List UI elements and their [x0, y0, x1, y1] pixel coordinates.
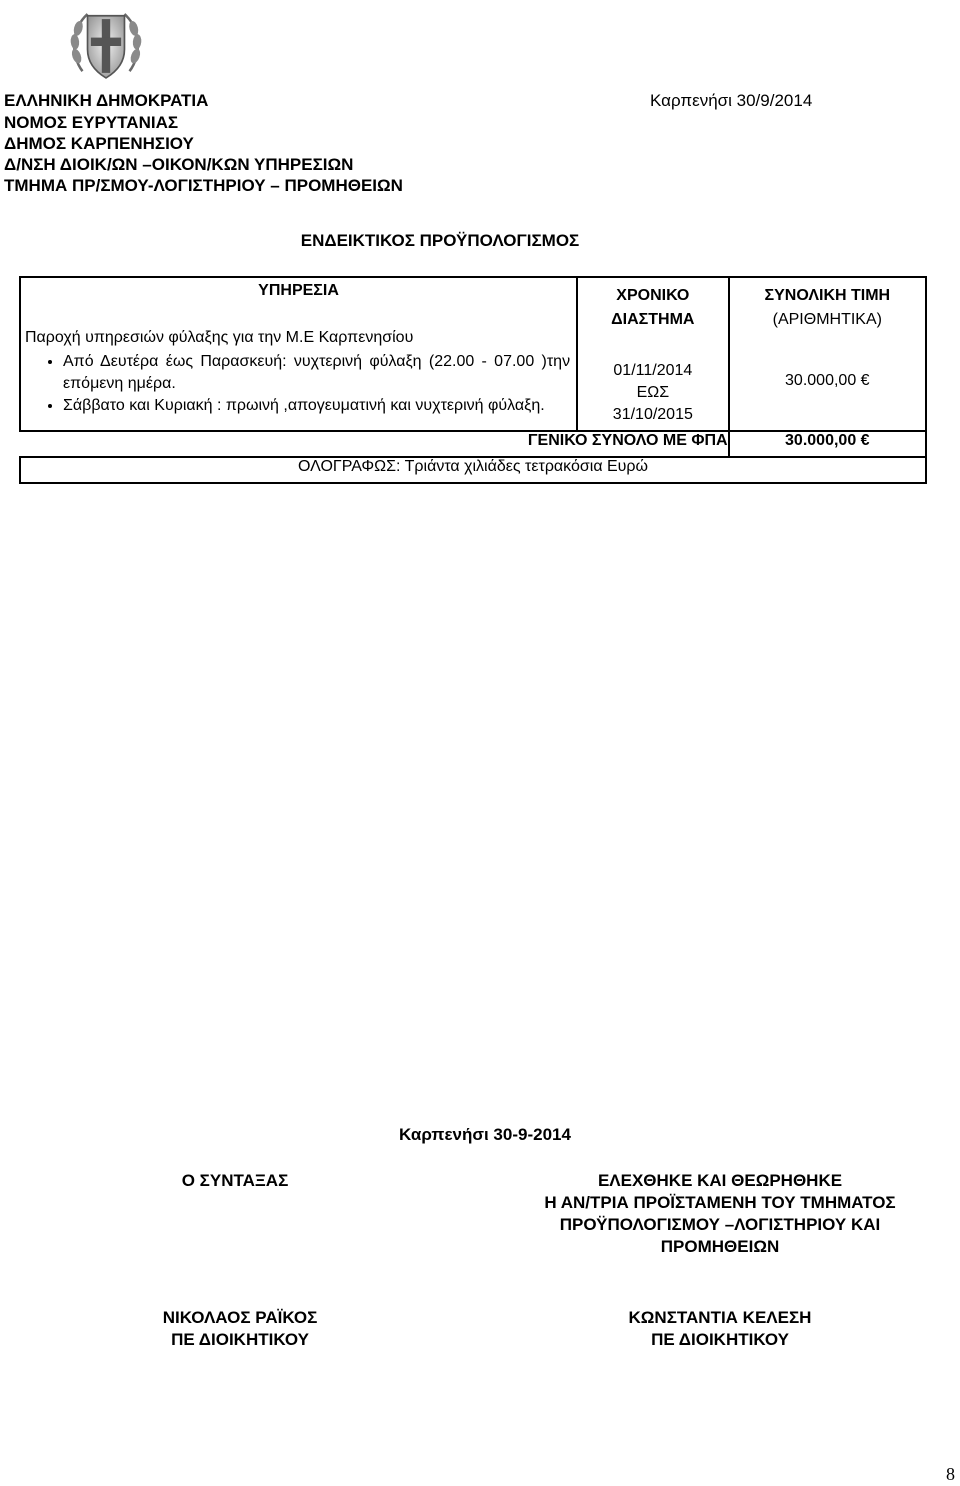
table-header-row [20, 277, 926, 307]
header-period-line1: ΧΡΟΝΙΚΟ [616, 287, 690, 304]
signature-left-name: ΝΙΚΟΛΑΟΣ ΡΑΪΚΟΣ [162, 1308, 318, 1327]
budget-table [19, 276, 927, 484]
service-bullet-weekdays: • Από Δευτέρα έως Παρασκευή: νυχτερινή φύλαξη (22.00 - 07.00 )την επόμενη ημέρα. [63, 351, 570, 395]
service-description-cell [20, 307, 577, 431]
in-words-row [20, 457, 926, 483]
greek-coat-of-arms-icon [64, 4, 148, 88]
signature-left-person [100, 1307, 380, 1351]
signature-right-role-line3: ΠΡΟΫΠΟΛΟΓΙΣΜΟΥ –ΛΟΓΙΣΤΗΡΙΟΥ ΚΑΙ [559, 1215, 881, 1234]
grand-total-label: ΓΕΝΙΚΟ ΣΥΝΟΛΟ ΜΕ ΦΠΑ [20, 431, 729, 457]
signature-right-role [480, 1170, 960, 1258]
header-line-municipality: ΔΗΜΟΣ ΚΑΡΠΕΝΗΣΙΟΥ [4, 134, 194, 153]
signature-right-name: ΚΩΝΣΤΑΝΤΙΑ ΚΕΛΕΣΗ [628, 1308, 812, 1327]
service-intro: Παροχή υπηρεσιών φύλαξης για την Μ.Ε Καρπενησίου [25, 329, 414, 347]
signature-right-role-line1: ΕΛΕΧΘΗΚΕ ΚΑΙ ΘΕΩΡΗΘΗΚΕ [597, 1171, 843, 1190]
period-cell [577, 277, 729, 431]
signature-right-role-line4: ΠΡΟΜΗΘΕΙΩΝ [660, 1237, 780, 1256]
period-separator: ΕΩΣ [636, 384, 670, 401]
page-number: 8 [946, 1464, 955, 1484]
signature-right-title: ΠΕ ΔΙΟΙΚΗΤΙΚΟΥ [651, 1330, 789, 1349]
signature-right-role-line2: Η ΑΝ/ΤΡΙΑ ΠΡΟΪΣΤΑΜΕΝΗ ΤΟΥ ΤΜΗΜΑΤΟΣ [544, 1193, 896, 1212]
header-date: Καρπενήσι 30/9/2014 [650, 91, 813, 110]
header-line-country: ΕΛΛΗΝΙΚΗ ΔΗΜΟΚΡΑΤΙΑ [4, 91, 209, 110]
header-line-department: ΤΜΗΜΑ ΠΡ/ΣΜΟΥ-ΛΟΓΙΣΤΗΡΙΟΥ – ΠΡΟΜΗΘΕΙΩΝ [4, 176, 403, 195]
document-title: ΕΝΔΕΙΚΤΙΚΟΣ ΠΡΟΫΠΟΛΟΓΙΣΜΟΣ [300, 231, 580, 250]
service-bullet-weekend: • Σάββατο και Κυριακή : πρωινή ,απογευματινή και νυχτερινή φύλαξη. [63, 395, 570, 417]
header-line-prefecture: ΝΟΜΟΣ ΕΥΡΥΤΑΝΙΑΣ [4, 113, 179, 132]
period-from: 01/11/2014 [613, 362, 693, 379]
grand-total-value: 30.000,00 € [729, 431, 926, 457]
header-total-line2: (ΑΡΙΘΜΗΤΙΚΑ) [772, 311, 882, 328]
header-service [20, 277, 577, 307]
period-to: 31/10/2015 [612, 406, 693, 423]
amount-in-words: ΟΛΟΓΡΑΦΩΣ: Τριάντα χιλιάδες τετρακόσια Ευρώ [20, 457, 926, 483]
signature-date: Καρπενήσι 30-9-2014 [399, 1125, 571, 1144]
header-service-label: ΥΠΗΡΕΣΙΑ [258, 282, 339, 299]
header-period-line2: ΔΙΑΣΤΗΜΑ [611, 311, 695, 328]
header-total-line1: ΣΥΝΟΛΙΚΗ ΤΙΜΗ [764, 287, 891, 304]
price-cell [729, 277, 926, 431]
header-line-directorate: Δ/ΝΣΗ ΔΙΟΙΚ/ΩΝ –ΟΙΚΟΝ/ΚΩΝ ΥΠΗΡΕΣΙΩΝ [4, 155, 354, 174]
signature-left-role: Ο ΣΥΝΤΑΞΑΣ [181, 1171, 289, 1190]
service-bullets [25, 351, 570, 417]
price-value: 30.000,00 € [785, 372, 870, 389]
period-values [578, 360, 728, 426]
signature-left-title: ΠΕ ΔΙΟΙΚΗΤΙΚΟΥ [171, 1330, 309, 1349]
grand-total-row [20, 431, 926, 457]
signature-right-person [580, 1307, 860, 1351]
